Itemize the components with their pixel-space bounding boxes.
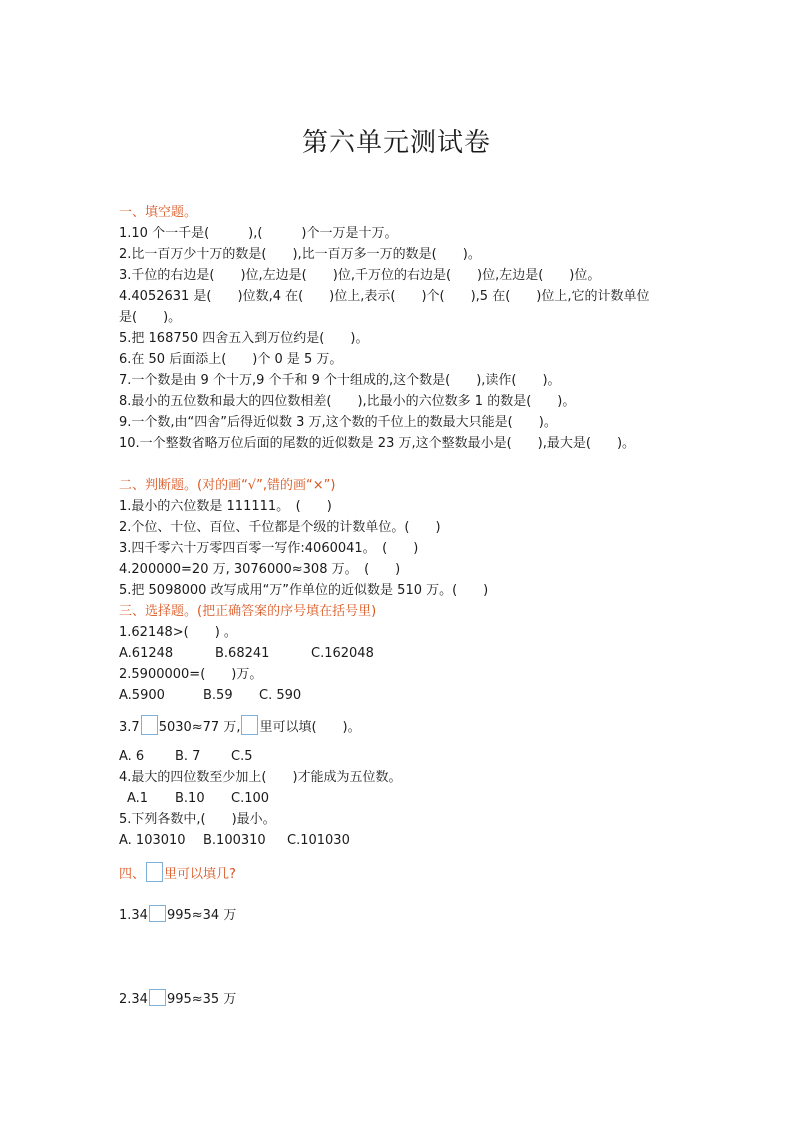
section4-heading-part2: 里可以填几? [164,867,236,882]
option-3-5-b: B.100310 [203,833,266,848]
question-2-5: 5.把 5098000 改写成用“万”作单位的近似数是 510 万。( ) [119,583,489,598]
question-2-4: 4.200000=20 万, 3076000≈308 万。 ( ) [119,562,401,577]
question-1-8: 8.最小的五位数和最大的四位数相差( ),比最小的六位数多 1 的数是( )。 [119,394,576,409]
option-3-1-b: B.68241 [215,646,270,661]
blank-box [149,905,166,922]
page-title: 第六单元测试卷 [301,128,491,158]
question-3-4: 4.最大的四位数至少加上( )才能成为五位数。 [119,770,402,785]
blank-box [146,862,163,882]
option-3-3-b: B. 7 [175,749,201,764]
blank-box [141,715,158,735]
question-3-3 [119,715,361,737]
question-3-3-part1: 3.7 [119,720,140,735]
option-3-4-b: B.10 [175,791,205,806]
option-3-5-c: C.101030 [287,833,350,848]
question-1-4-line2: 是( )。 [119,310,182,325]
option-3-1-c: C.162048 [311,646,374,661]
section3-heading: 三、选择题。(把正确答案的序号填在括号里) [119,604,377,619]
question-2-3: 3.四千零六十万零四百零一写作:4060041。 ( ) [119,541,419,556]
question-4-1-part2: 995≈34 万 [166,908,237,923]
blank-box [149,989,166,1006]
question-1-4-line1: 4.4052631 是( )位数,4 在( )位上,表示( )个( ),5 在( )位上,它的计数单位 [119,289,650,304]
option-3-3-a: A. 6 [119,749,145,764]
question-4-2 [119,989,236,1009]
question-3-3-part3: 里可以填( )。 [259,720,361,735]
question-1-9: 9.一个数,由“四舍”后得近似数 3 万,这个数的千位上的数最大只能是( )。 [119,415,557,430]
question-3-5: 5.下列各数中,( )最小。 [119,812,276,827]
question-2-1: 1.最小的六位数是 111111。 ( ) [119,499,332,514]
option-3-2-c: C. 590 [259,688,302,703]
section4-heading-part1: 四、 [119,867,146,882]
question-1-7: 7.一个数是由 9 个十万,9 个千和 9 个十组成的,这个数是( ),读作( )。 [119,373,561,388]
question-1-1: 1.10 个一千是( ),( )个一万是十万。 [119,226,398,241]
section1-heading: 一、填空题。 [119,205,198,220]
question-3-3-part2: 5030≈77 万, [158,720,241,735]
option-3-2-b: B.59 [203,688,233,703]
question-1-5: 5.把 168750 四舍五入到万位约是( )。 [119,331,369,346]
blank-box [241,715,258,735]
question-1-10: 10.一个整数省略万位后面的尾数的近似数是 23 万,这个整数最小是( ),最大是( )。 [119,436,636,451]
question-4-1-part1: 1.34 [119,908,148,923]
option-3-2-a: A.5900 [119,688,165,703]
question-4-1 [119,905,236,925]
section2-heading: 二、判断题。(对的画“√”,错的画“×”) [119,478,336,493]
option-3-4-c: C.100 [231,791,270,806]
question-4-2-part1: 2.34 [119,992,148,1007]
option-3-3-c: C.5 [231,749,253,764]
question-4-2-part2: 995≈35 万 [166,992,237,1007]
question-1-2: 2.比一百万少十万的数是( ),比一百万多一万的数是( )。 [119,247,481,262]
option-3-5-a: A. 103010 [119,833,186,848]
question-3-2: 2.5900000=( )万。 [119,667,263,682]
question-2-2: 2.个位、十位、百位、千位都是个级的计数单位。( ) [119,520,441,535]
question-3-1: 1.62148>( ) 。 [119,625,237,640]
option-3-1-a: A.61248 [119,646,174,661]
question-1-3: 3.千位的右边是( )位,左边是( )位,千万位的右边是( )位,左边是( )位。 [119,268,601,283]
section4-heading [119,862,236,884]
question-1-6: 6.在 50 后面添上( )个 0 是 5 万。 [119,352,343,367]
option-3-4-a: A.1 [127,791,149,806]
